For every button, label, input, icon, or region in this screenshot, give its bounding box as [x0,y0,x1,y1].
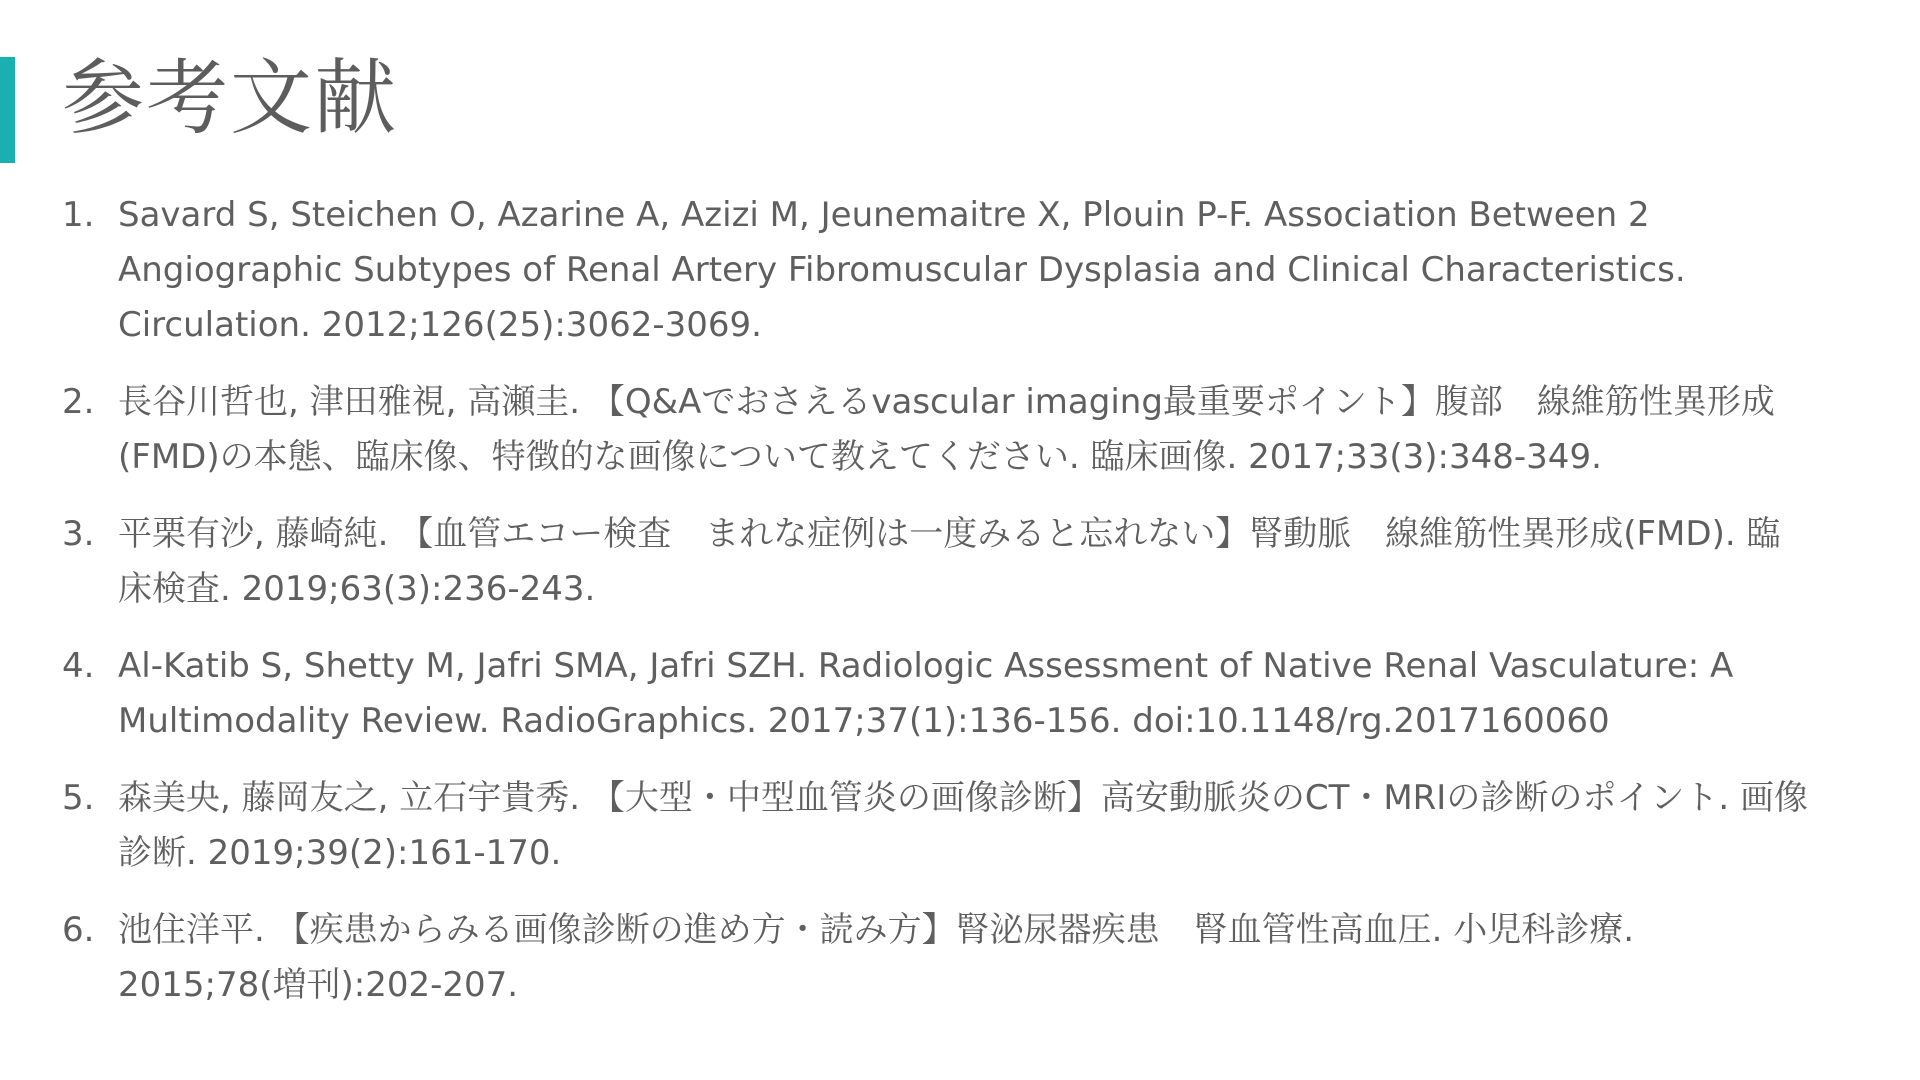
reference-number: 6. [62,910,95,950]
reference-item [62,771,1882,881]
page-title: 参考文献 [62,51,399,146]
reference-text: 長谷川哲也, 津田雅視, 高瀬圭. 【Q&Aでおさえるvascular imaging最重要ポイント】腹部 線維筋性異形成 (FMD)の本態、臨床像、特徴的な画像について教えてください. 臨床画像. 2017;33(3):348-349. [118,382,1775,477]
reference-number: 5. [62,778,95,818]
reference-text: Savard S, Steichen O, Azarine A, Azizi M, Jeunemaitre X, Plouin P-F. Association Between 2 Angiographic Subtypes of Renal Artery Fibromuscular Dysplasia and Clinical Characteristics. Circulation. 2012;126(25):3062-3069. [118,195,1686,345]
reference-number: 1. [62,195,95,235]
reference-item [62,188,1882,353]
reference-text: 池住洋平. 【疾患からみる画像診断の進め方・読み方】腎泌尿器疾患 腎血管性高血圧. 小児科診療. 2015;78(増刊):202-207. [118,910,1635,1005]
reference-item [62,375,1882,485]
reference-number: 4. [62,646,95,686]
reference-item [62,507,1882,617]
title-accent-bar [0,57,15,163]
reference-number: 3. [62,514,95,554]
reference-text: 平栗有沙, 藤崎純. 【血管エコー検査 まれな症例は一度みると忘れない】腎動脈 線維筋性異形成(FMD). 臨 床検査. 2019;63(3):236-243. [118,514,1781,609]
reference-item [62,903,1882,1013]
reference-number: 2. [62,382,95,422]
reference-text: Al-Katib S, Shetty M, Jafri SMA, Jafri SZH. Radiologic Assessment of Native Renal Vasculature: A Multimodality Review. RadioGraphics. 2017;37(1):136-156. doi:10.1148/rg.2017160060 [118,646,1734,741]
reference-text: 森美央, 藤岡友之, 立石宇貴秀. 【大型・中型血管炎の画像診断】高安動脈炎のCT・MRIの診断のポイント. 画像 診断. 2019;39(2):161-170. [118,778,1808,873]
reference-item [62,639,1882,749]
reference-list [62,188,1882,1035]
